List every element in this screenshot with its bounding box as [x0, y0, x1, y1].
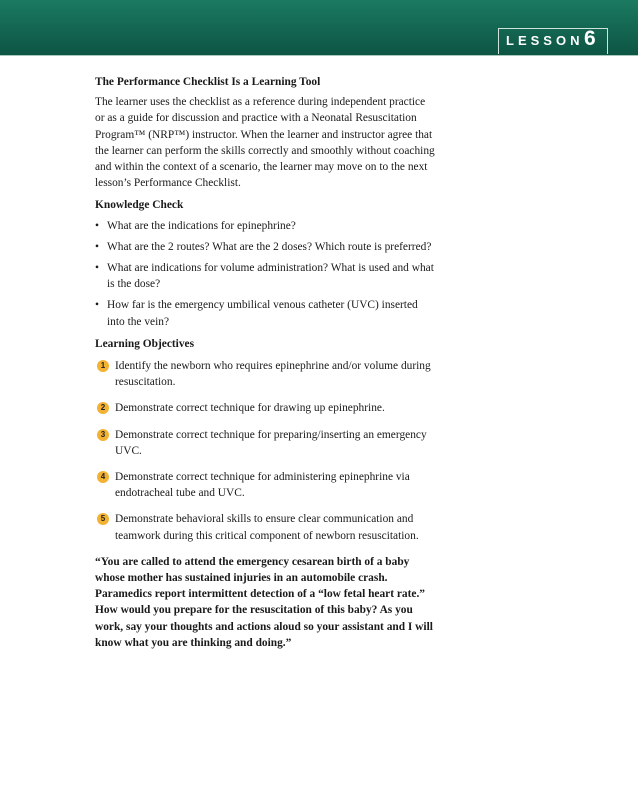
knowledge-check-heading: Knowledge Check [95, 199, 184, 212]
objective-text: Demonstrate correct technique for preparing/inserting an emergency UVC. [115, 428, 427, 457]
list-item [95, 260, 435, 292]
list-item [95, 297, 435, 329]
objective-number-badge: 5 [97, 513, 109, 525]
list-item [95, 511, 435, 543]
list-item [95, 400, 435, 416]
bullet: • [95, 299, 99, 312]
objective-number-badge: 1 [97, 360, 109, 372]
list-item [95, 469, 435, 501]
header-divider [0, 55, 638, 56]
bullet: • [95, 219, 99, 232]
intro-paragraph: The learner uses the checklist as a reference during independent practice or as a guide for discussion and practice with a Neonatal Resuscitation Program™ (NRP™) instructor. When the learner and instructor agree that the learner can perform the skills correctly and smoothly without coaching and within the context of a scenario, the learner may move on to the next lesson’s Performance Checklist. [95, 96, 435, 190]
knowledge-check-item: How far is the emergency umbilical venous catheter (UVC) inserted into the vein? [107, 299, 418, 328]
list-item [95, 239, 435, 255]
bullet: • [95, 240, 99, 253]
objective-text: Demonstrate correct technique for drawing up epinephrine. [115, 402, 385, 415]
learning-objectives-heading: Learning Objectives [95, 337, 195, 350]
learning-objectives-list [95, 358, 435, 544]
knowledge-check-item: What are the 2 routes? What are the 2 doses? Which route is preferred? [107, 240, 432, 253]
objective-text: Demonstrate correct technique for administering epinephrine via endotracheal tube and UVC. [115, 471, 410, 500]
knowledge-check-item: What are indications for volume administration? What is used and what is the dose? [107, 262, 434, 291]
list-item [95, 427, 435, 459]
objective-number-badge: 3 [97, 429, 109, 441]
objective-text: Identify the newborn who requires epinephrine and/or volume during resuscitation. [115, 360, 431, 389]
list-item [95, 358, 435, 390]
lesson-label: LESSON [506, 33, 584, 48]
intro-heading: The Performance Checklist Is a Learning Tool [95, 76, 321, 88]
bullet: • [95, 262, 99, 275]
knowledge-check-list [95, 218, 435, 330]
objective-number-badge: 4 [97, 471, 109, 483]
knowledge-check-item: What are the indications for epinephrine? [107, 219, 296, 232]
list-item [95, 218, 435, 234]
scenario-quote: “You are called to attend the emergency cesarean birth of a baby whose mother has sustained injuries in an automobile crash. Paramedics report intermittent detection of a “low fetal heart rate.” How would you prepare for the resuscitation of this baby? As you work, say your thoughts and actions aloud so your assistant and I will know what you are thinking and doing.” [95, 555, 433, 649]
page-content [95, 74, 435, 657]
objective-number-badge: 2 [97, 402, 109, 414]
objective-text: Demonstrate behavioral skills to ensure clear communication and teamwork during this critical component of newborn resuscitation. [115, 513, 419, 542]
lesson-number: 6 [584, 27, 596, 50]
